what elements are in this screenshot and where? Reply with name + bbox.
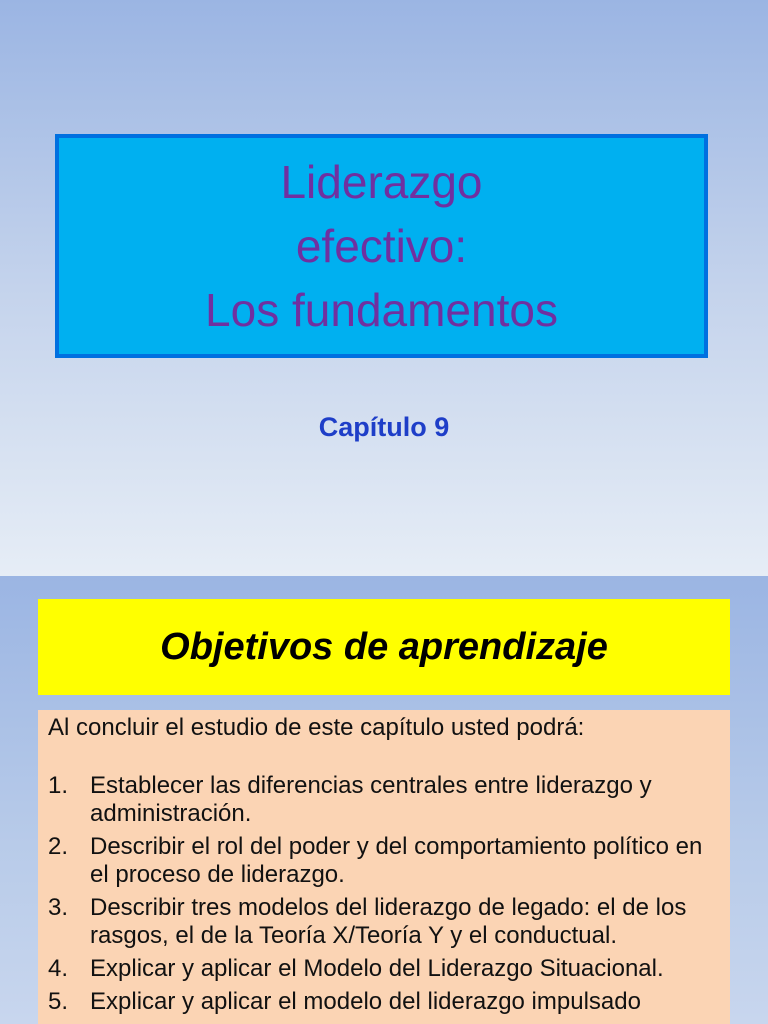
title-line-2: efectivo: [295, 220, 468, 272]
title-line-3: Los fundamentos [205, 284, 558, 336]
objective-number: 4. [48, 955, 69, 982]
objective-number: 5. [48, 988, 69, 1015]
objective-item [48, 833, 720, 889]
chapter-subtitle: Capítulo 9 [318, 412, 450, 442]
objective-text: Establecer las diferencias centrales entre liderazgo y administración. [90, 772, 652, 827]
objective-number: 3. [48, 894, 69, 921]
objectives-content [38, 710, 730, 1024]
objective-number: 2. [48, 833, 69, 860]
objectives-slide [0, 576, 768, 1024]
title-line-1: Liderazgo [280, 156, 483, 208]
objectives-heading: Objetivos de aprendizaje [160, 625, 608, 668]
objective-item [48, 955, 720, 983]
objective-item [48, 988, 720, 1016]
objective-item [48, 772, 720, 828]
objective-text: Explicar y aplicar el Modelo del Liderazgo Situacional. [90, 955, 664, 982]
objectives-intro: Al concluir el estudio de este capítulo usted podrá: [48, 714, 585, 741]
objective-number: 1. [48, 772, 69, 799]
objective-text: Describir tres modelos del liderazgo de legado: el de los rasgos, el de la Teoría X/Teoría Y y el conductual. [90, 894, 687, 949]
title-box [55, 134, 708, 358]
objective-text: Explicar y aplicar el modelo del liderazgo impulsado [90, 988, 641, 1015]
objectives-list [48, 772, 720, 1016]
objective-item [48, 894, 720, 950]
objectives-heading-box [38, 599, 730, 695]
objective-text: Describir el rol del poder y del comportamiento político en el proceso de liderazgo. [90, 833, 703, 888]
